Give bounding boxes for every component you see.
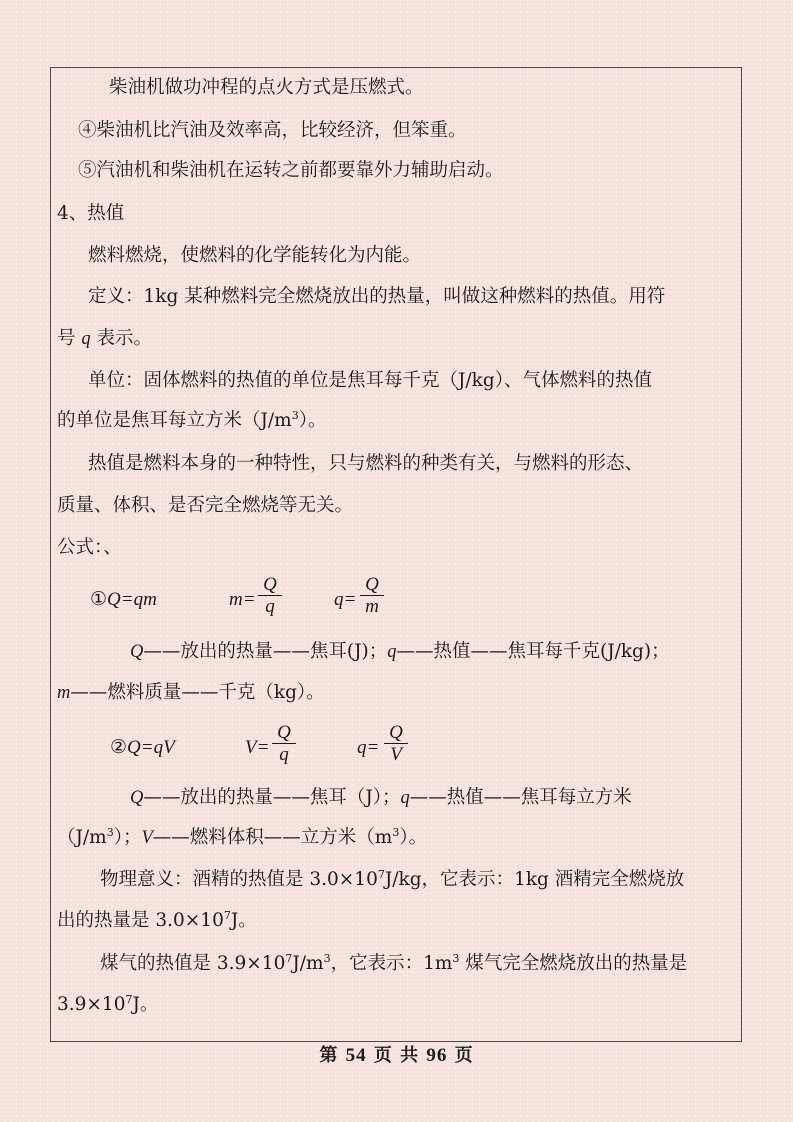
text-line: Q——放出的热量——焦耳(J)；q——热值——焦耳每千克(J/kg)； bbox=[130, 641, 670, 662]
text-line: 煤气的热值是 $3.9\times 10^7J/m^3$，它表示：$1m^3$ 煤气完全燃烧放出的热量是 bbox=[100, 952, 688, 974]
text-line: 定义：1kg 某种燃料完全燃烧放出的热量，叫做这种燃料的热值。用符 bbox=[88, 286, 666, 307]
text-line: $(J/m^3)$；V——燃料体积——立方米$(m^3)$。 bbox=[57, 826, 428, 848]
text-line: $3.9\times 10^7J$。 bbox=[57, 993, 159, 1015]
text-line: 公式：、 bbox=[57, 537, 122, 558]
text-line: ④柴油机比汽油及效率高，比较经济，但笨重。 bbox=[78, 120, 467, 141]
text-line: 出的热量是 $3.0\times 10^7J$。 bbox=[57, 909, 257, 931]
text-line: m——燃料质量——千克（kg）。 bbox=[57, 682, 325, 703]
text-line: 号 q 表示。 bbox=[57, 328, 153, 349]
text-line: 的单位是焦耳每立方米$(J/m^3)$。 bbox=[57, 409, 327, 431]
text-line: 燃料燃烧，使燃料的化学能转化为内能。 bbox=[88, 245, 422, 266]
text-line: 物理意义：酒精的热值是 $3.0\times 10^7J/kg$，它表示：1kg 酒精完全燃烧放 bbox=[100, 868, 685, 890]
page-footer: 第 54 页 共 96 页 bbox=[319, 1045, 474, 1066]
text-line: Q——放出的热量——焦耳（J）；q——热值——焦耳每立方米 bbox=[130, 787, 632, 808]
text-line: 热值是燃料本身的一种特性，只与燃料的种类有关，与燃料的形态、 bbox=[88, 453, 644, 474]
section-heading: 4、热值 bbox=[57, 203, 125, 224]
text-line: ⑤汽油机和柴油机在运转之前都要靠外力辅助启动。 bbox=[78, 160, 504, 181]
text-line: 柴油机做功冲程的点火方式是压燃式。 bbox=[109, 77, 424, 98]
page-number: 54 bbox=[345, 1045, 367, 1066]
page-total: 96 bbox=[426, 1045, 448, 1066]
text-line: 质量、体积、是否完全燃烧等无关。 bbox=[57, 495, 354, 516]
text-line: 单位：固体燃料的热值的单位是焦耳每千克（J/kg）、气体燃料的热值 bbox=[88, 370, 652, 391]
